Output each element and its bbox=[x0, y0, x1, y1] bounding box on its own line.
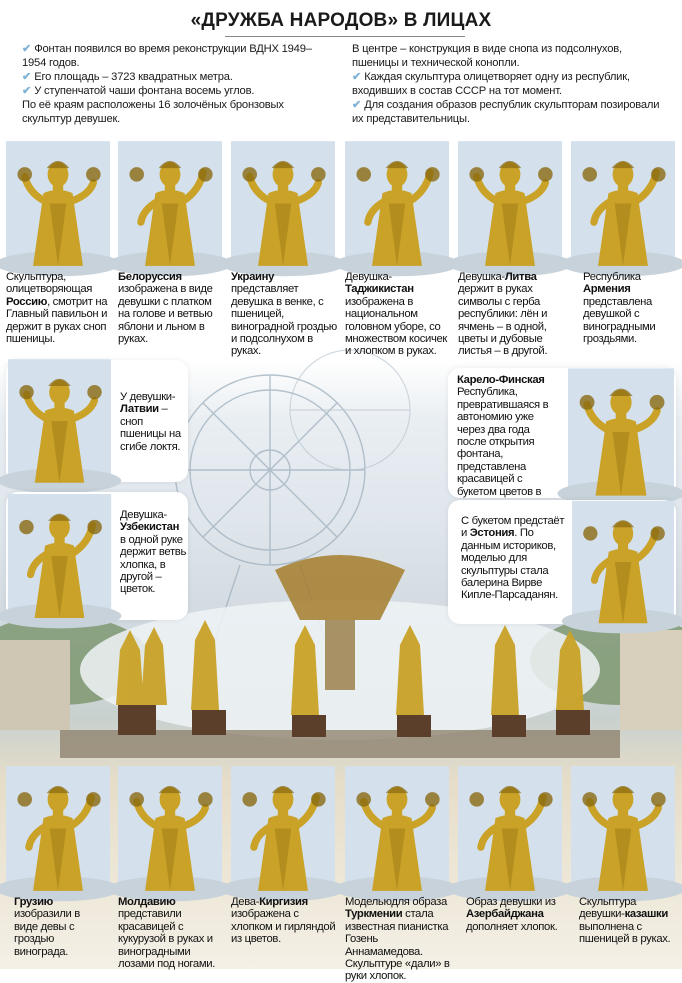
lithuania-statue-photo bbox=[458, 143, 562, 264]
intro-left-text: У ступенчатой чаши фонтана восемь углов. bbox=[34, 85, 255, 97]
uzbekistan-caption bbox=[120, 509, 186, 596]
georgia-caption bbox=[14, 896, 94, 958]
caption-republic-name: Литва bbox=[504, 271, 537, 283]
kazakhstan-statue-photo bbox=[571, 768, 675, 889]
caption-text: представили красавицей с кукурузой в руках и виноградными лозами под ногами. bbox=[118, 908, 216, 971]
karelia-caption bbox=[457, 374, 561, 510]
intro-right-text: Каждая скульптура олицетворяет одну из республик, входивших в состав СССР на тот момент. bbox=[352, 71, 630, 97]
caption-text: дополняет хлопок. bbox=[466, 920, 558, 933]
check-icon: ✔ bbox=[22, 71, 32, 83]
uzbekistan-photo bbox=[8, 494, 111, 618]
ukraine-caption bbox=[231, 271, 337, 358]
latvia-caption bbox=[120, 391, 182, 453]
kyrgyzstan-statue-photo bbox=[231, 768, 335, 889]
caption-republic-name: казашки bbox=[624, 908, 668, 921]
check-icon: ✔ bbox=[352, 71, 362, 83]
lithuania-caption bbox=[458, 271, 564, 358]
intro-left-column bbox=[22, 42, 332, 126]
intro-left-item bbox=[22, 98, 332, 126]
estonia-photo bbox=[572, 504, 674, 620]
caption-republic-name: Россию bbox=[6, 295, 48, 308]
kazakhstan-caption bbox=[579, 896, 671, 946]
karelia-photo bbox=[568, 370, 674, 494]
tajikistan-caption bbox=[345, 271, 451, 358]
intro-right-text: В центре – конструкция в виде снопа из подсолнухов, пшеницы и технической конопли. bbox=[352, 43, 622, 69]
belarus-caption bbox=[118, 271, 224, 345]
intro-right-item bbox=[352, 70, 670, 98]
caption-text: , смотрит на Главный павильон и держит в руках сноп пшеницы. bbox=[6, 295, 108, 346]
caption-text: У девушки- bbox=[120, 391, 176, 403]
caption-republic-name: Молдавию bbox=[118, 896, 176, 908]
armenia-caption bbox=[583, 271, 679, 345]
caption-text: Республика bbox=[583, 271, 641, 283]
caption-republic-name: Карело-Финская bbox=[457, 374, 545, 386]
caption-text: Образ девушки из bbox=[466, 896, 556, 908]
caption-republic-name: Узбекистан bbox=[120, 521, 180, 534]
ukraine-statue-photo bbox=[231, 143, 335, 264]
intro-left-item bbox=[22, 42, 332, 70]
caption-republic-name: Эстония bbox=[469, 527, 515, 540]
latvia-photo bbox=[8, 362, 111, 480]
caption-text: С букетом предстаёт и bbox=[461, 515, 565, 540]
caption-text: представляет девушка в венке, с пшеницей, виноградной гроздью и подсолнухом в руках. bbox=[231, 283, 337, 358]
tajikistan-statue-photo bbox=[345, 143, 449, 264]
check-icon: ✔ bbox=[22, 85, 32, 97]
check-icon: ✔ bbox=[22, 43, 32, 55]
caption-text: изображена в виде девушки с платком на голове и ветвью яблони и льном в руках. bbox=[118, 283, 213, 346]
caption-republic-name: Туркмении bbox=[345, 908, 403, 921]
russia-caption bbox=[6, 271, 112, 345]
turkmenistan-statue-photo bbox=[345, 768, 449, 889]
intro-left-item bbox=[22, 84, 332, 98]
caption-text: в одной руке держит ветвь хлопка, в другой – цветок. bbox=[120, 533, 186, 596]
caption-text: Девушка- bbox=[345, 271, 392, 283]
intro-left-text: Его площадь – 3723 квадратных метра. bbox=[34, 71, 233, 83]
caption-text: Скульптура девушки- bbox=[579, 896, 637, 921]
caption-text: Скульптура, олицетворяющая bbox=[6, 271, 93, 296]
caption-text: Республика, превратившаяся в автономию уже через два года после открытия фонтана, представлена красавицей с букетом цветов в bbox=[457, 386, 549, 498]
turkmenistan-caption bbox=[345, 896, 453, 983]
georgia-statue-photo bbox=[6, 768, 110, 889]
intro-right-item bbox=[352, 98, 670, 126]
caption-republic-name: Грузию bbox=[14, 896, 53, 908]
caption-text: держит в руках символы с герба республики: лён и ячмень – в одной, цветы и дубовые листья – в другой. bbox=[458, 283, 548, 358]
intro-right-text: Для создания образов республик скульпторам позировали их представительницы. bbox=[352, 99, 660, 125]
caption-text: стала известная пианистка Гозень Аннамамедова. Скульптуре «дали» в руки хлопок. bbox=[345, 908, 450, 983]
title-underline bbox=[225, 36, 465, 37]
caption-text: Девушка- bbox=[120, 509, 167, 521]
caption-text: представлена девушкой с виноградными гроздьями. bbox=[583, 295, 656, 346]
caption-text: . По данным историков, моделью для скульптуры стала балерина Вирве Кипле-Парсаданян. bbox=[461, 527, 558, 602]
page-title: «ДРУЖБА НАРОДОВ» В ЛИЦАХ bbox=[190, 10, 492, 31]
caption-text: Дева- bbox=[231, 896, 260, 908]
check-icon: ✔ bbox=[352, 99, 362, 111]
caption-text: изображена с хлопком и гирляндой из цветов. bbox=[231, 908, 336, 946]
caption-republic-name: Украину bbox=[231, 271, 275, 283]
moldova-caption bbox=[118, 896, 226, 970]
caption-republic-name: Армения bbox=[583, 283, 631, 296]
caption-republic-name: Белоруссия bbox=[118, 271, 182, 283]
caption-republic-name: Таджикистан bbox=[345, 283, 414, 296]
estonia-caption bbox=[461, 515, 567, 602]
caption-republic-name: Азербайджана bbox=[466, 908, 544, 921]
intro-right-column bbox=[352, 42, 670, 126]
intro-left-item bbox=[22, 70, 332, 84]
armenia-statue-photo bbox=[571, 143, 675, 264]
caption-text: изобразили в виде девы с гроздью винограда. bbox=[14, 908, 80, 958]
kyrgyzstan-caption bbox=[231, 896, 339, 946]
caption-republic-name: Киргизия bbox=[259, 896, 308, 908]
belarus-statue-photo bbox=[118, 143, 222, 264]
caption-text: Девушка- bbox=[458, 271, 505, 283]
intro-right-item bbox=[352, 42, 670, 70]
moldova-statue-photo bbox=[118, 768, 222, 889]
azerbaijan-caption bbox=[466, 896, 558, 933]
intro-left-text: Фонтан появился во время реконструкции ВДНХ 1949–1954 годов. bbox=[22, 43, 312, 69]
russia-statue-photo bbox=[6, 143, 110, 264]
caption-republic-name: Латвии bbox=[120, 403, 159, 416]
azerbaijan-statue-photo bbox=[458, 768, 562, 889]
caption-text: Модельюдля образа bbox=[345, 896, 447, 908]
caption-text: изображена в национальном головном уборе, со множеством косичек и хлопком в руках. bbox=[345, 295, 448, 358]
caption-text: – сноп пшеницы на сгибе локтя. bbox=[120, 403, 181, 453]
intro-left-text: По её краям расположены 16 золочёных бронзовых скульптур девушек. bbox=[22, 99, 284, 125]
caption-text: выполнена с пшеницей в руках. bbox=[579, 920, 671, 946]
